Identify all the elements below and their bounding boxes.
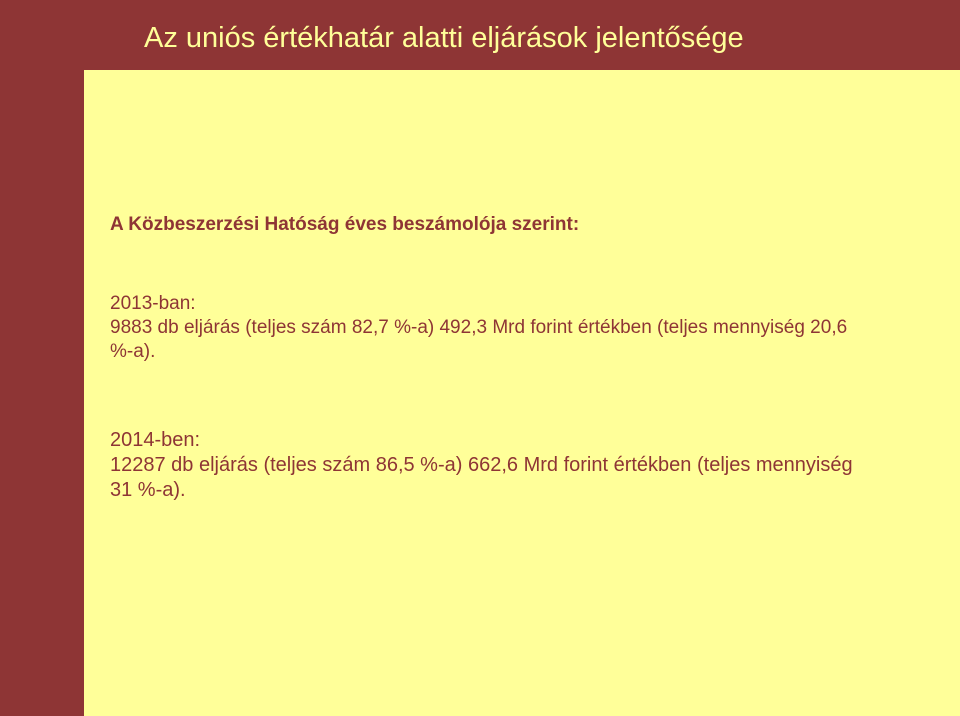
slide-title: Az uniós értékhatár alatti eljárások jelentősége [144, 22, 744, 54]
stats-block-2013 [110, 292, 850, 364]
stats-text-2014: 12287 db eljárás (teljes szám 86,5 %-a) 662,6 Mrd forint értékben (teljes mennyiség 31 %-a). [110, 454, 853, 501]
year-label-2014: 2014-ben: [110, 429, 201, 451]
year-label-2013: 2013-ban: [110, 293, 196, 314]
stats-block-2014 [110, 428, 870, 503]
section-heading: A Közbeszerzési Hatóság éves beszámolója szerint: [110, 214, 580, 235]
stats-text-2013: 9883 db eljárás (teljes szám 82,7 %-a) 492,3 Mrd forint értékben (teljes mennyiség 20,6 %-a). [110, 317, 848, 362]
content-panel [84, 70, 960, 716]
